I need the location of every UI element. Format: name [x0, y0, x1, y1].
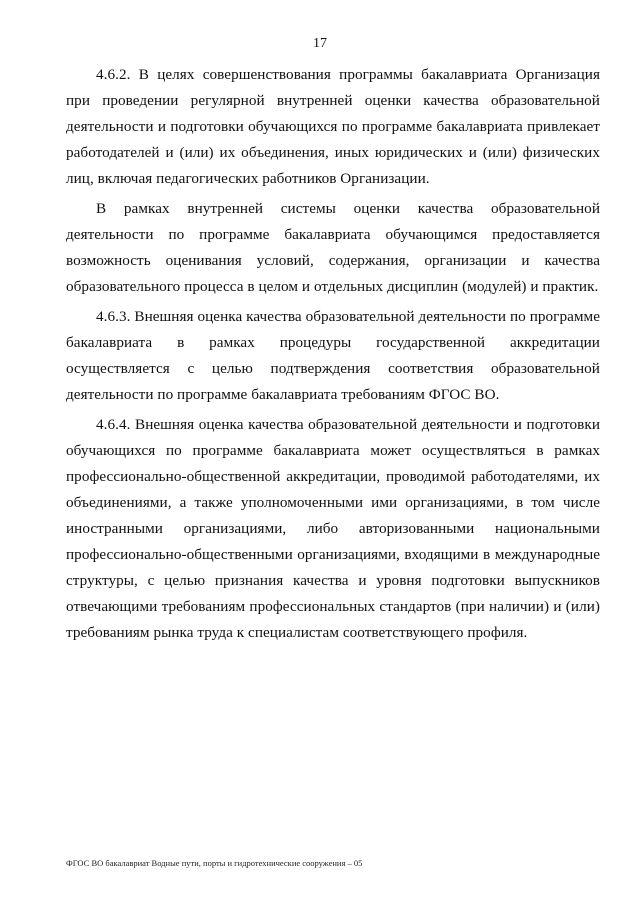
paragraph-internal-assessment: В рамках внутренней системы оценки качества образовательной деятельности по программе бакалавриата обучающимся предоставляется возможность оценивания условий, содержания, организации и качества образовательного процесса в целом и отдельных дисциплин (модулей) и практик. [66, 200, 600, 295]
document-footer: ФГОС ВО бакалавриат Водные пути, порты и гидротехнические сооружения – 05 [66, 858, 363, 868]
paragraph-4-6-3: 4.6.3. Внешняя оценка качества образовательной деятельности по программе бакалавриата в рамках процедуры государственной аккредитации осуществляется с целью подтверждения соответствия образовательной деятельности по программе бакалавриата требованиям ФГОС ВО. [66, 308, 600, 403]
document-body [66, 62, 600, 650]
paragraph-4-6-2: 4.6.2. В целях совершенствования программы бакалавриата Организация при проведении регулярной внутренней оценки качества образовательной деятельности и подготовки обучающихся по программе бакалавриата привлекает работодателей и (или) их объединения, иных юридических и (или) физических лиц, включая педагогических работников Организации. [66, 66, 600, 187]
page-number: 17 [313, 36, 327, 51]
paragraph-4-6-4: 4.6.4. Внешняя оценка качества образовательной деятельности и подготовки обучающихся по программе бакалавриата может осуществляться в рамках профессионально-общественной аккредитации, проводимой работодателями, их объединениями, а также уполномоченными ими организациями, в том числе иностранными организациями, либо авторизованными национальными профессионально-общественными организациями, входящими в международные структуры, с целью признания качества и уровня подготовки выпускников отвечающими требованиям профессиональных стандартов (при наличии) и (или) требованиям рынка труда к специалистам соответствующего профиля. [66, 416, 600, 641]
